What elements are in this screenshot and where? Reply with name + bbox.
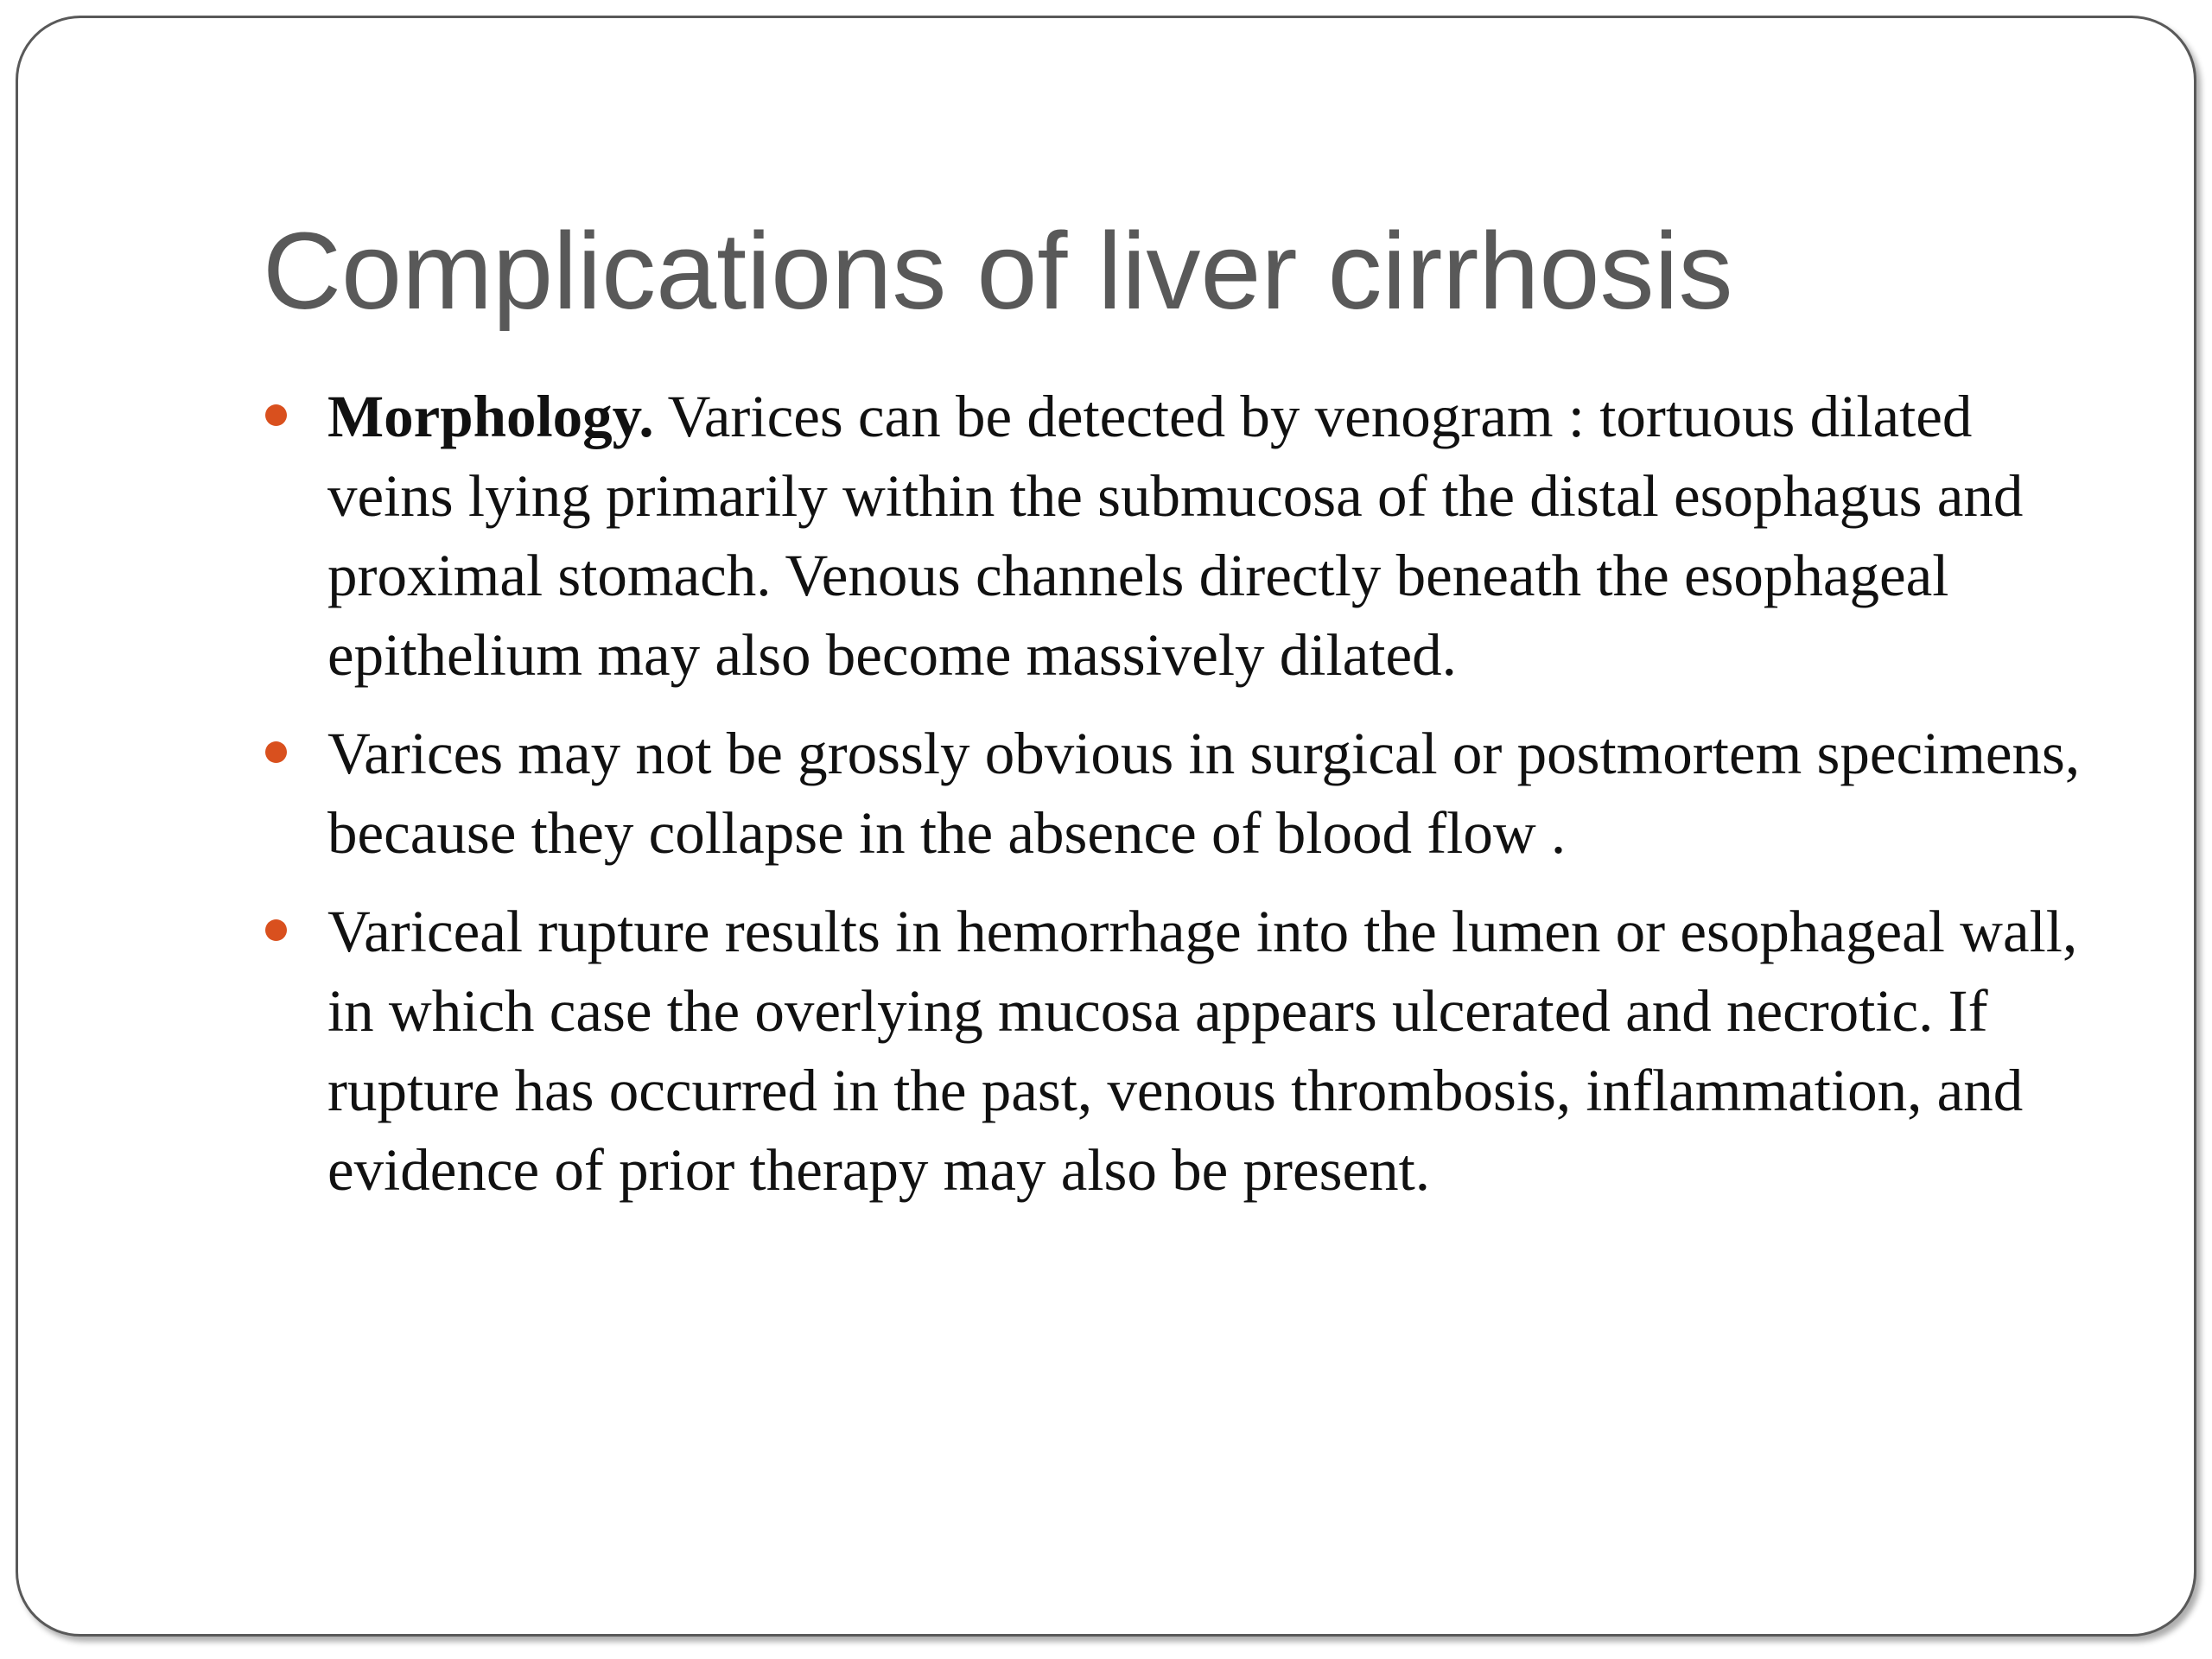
- bullet-dot-icon: [265, 741, 287, 763]
- bullet-lead-text: Morphology.: [327, 384, 654, 449]
- slide-title: Complications of liver cirrhosis: [263, 210, 1733, 332]
- bullet-dot-icon: [265, 919, 287, 941]
- bullet-item-varices: [260, 714, 2109, 873]
- bullet-body-text: Variceal rupture results in hemorrhage into the lumen or esophageal wall, in which case the overlying mucosa appears ulcerated and necrotic. If rupture has occurred in the past, venous thrombosis, inflammation, and evidence of prior therapy may also be present.: [327, 899, 2078, 1203]
- slide-frame: [16, 16, 2196, 1637]
- bullet-list: [260, 377, 2109, 1229]
- bullet-item-variceal-rupture: [260, 892, 2109, 1210]
- bullet-item-morphology: [260, 377, 2109, 695]
- bullet-body-text: Varices can be detected by venogram : tortuous dilated veins lying primarily within the submucosa of the distal esophagus and proximal stomach. Venous channels directly beneath the esophageal epithelium may also become massively dilated.: [327, 384, 2024, 688]
- bullet-dot-icon: [265, 404, 287, 426]
- bullet-body-text: Varices may not be grossly obvious in surgical or postmortem specimens, because they collapse in the absence of blood flow .: [327, 721, 2081, 866]
